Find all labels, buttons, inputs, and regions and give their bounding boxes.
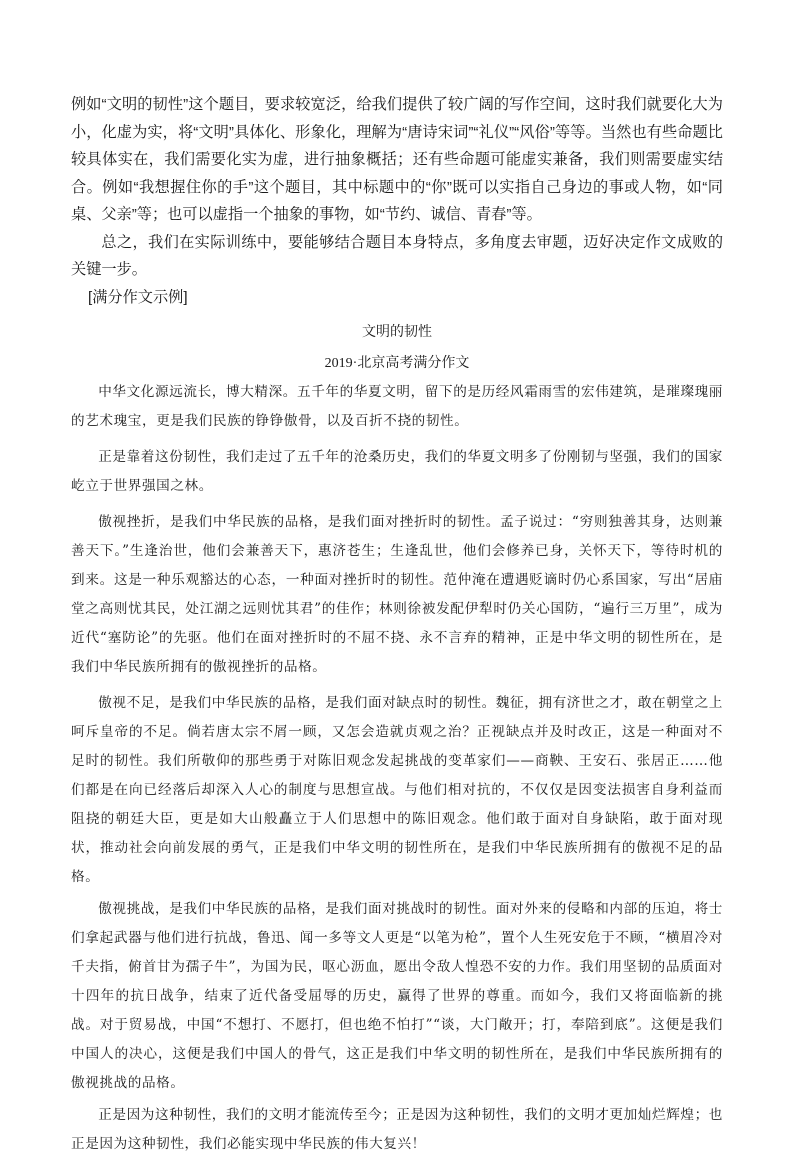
intro-paragraph: 总之，我们在实际训练中，要能够结合题目本身特点，多角度去审题，迈好决定作文成败的关键一步。 (71, 233, 723, 278)
example-tag: [满分作文示例] (88, 288, 188, 306)
essay-paragraph: 中华文化源远流长，博大精深。五千年的华夏文明，留下的是历经风霜雨雪的宏伟建筑，是璀璨瑰丽的艺术瑰宝，更是我们民族的铮铮傲骨，以及百折不挠的韧性。 (71, 384, 723, 429)
essay-paragraph: 正是因为这种韧性，我们的文明才能流传至今；正是因为这种韧性，我们的文明才更加灿烂辉煌；也正是因为这种韧性，我们必能实现中华民族的伟大复兴！ (71, 1107, 723, 1152)
essay-paragraph: 傲视挑战，是我们中华民族的品格，是我们面对挑战时的韧性。面对外来的侵略和内部的压迫，将士们拿起武器与他们进行抗战，鲁迅、闻一多等文人更是“以笔为枪”，置个人生死安危于不顾，“横眉冷对千夫指，俯首甘为孺子牛”，为国为民，呕心沥血，愿出令敌人惶恐不安的力作。我们用坚韧的品质面对十四年的抗日战争，结束了近代备受屈辱的历史，赢得了世界的尊重。而如今，我们又将面临新的挑战。对于贸易战，中国“不想打、不愿打，但也绝不怕打”“谈，大门敞开；打，奉陪到底”。这便是我们中国人的决心，这便是我们中国人的骨气，这正是我们中华文明的韧性所在，是我们中华民族所拥有的傲视挑战的品格。 (71, 901, 723, 1091)
essay-section (71, 316, 723, 1159)
essay-paragraph: 正是靠着这份韧性，我们走过了五千年的沧桑历史，我们的华夏文明多了份刚韧与坚强，我们的国家屹立于世界强国之林。 (71, 449, 723, 494)
document-page (71, 91, 723, 1159)
intro-section (71, 91, 723, 311)
intro-paragraph: 例如“文明的韧性”这个题目，要求较宽泛，给我们提供了较广阔的写作空间，这时我们就要化大为小，化虚为实，将“文明”具体化、形象化，理解为“唐诗宋词”“礼仪”“风俗”等等。当然也有些命题比较具体实在，我们需要化实为虚，进行抽象概括；还有些命题可能虚实兼备，我们则需要虚实结合。例如“我想握住你的手”这个题目，其中标题中的“你”既可以实指自己身边的事或人物，如“同桌、父亲”等；也可以虚指一个抽象的事物，如“节约、诚信、青春”等。 (71, 96, 723, 223)
essay-title: 文明的韧性 (362, 325, 432, 340)
essay-subtitle: 2019·北京高考满分作文 (324, 356, 470, 371)
essay-paragraph: 傲视挫折，是我们中华民族的品格，是我们面对挫折时的韧性。孟子说过：“穷则独善其身，达则兼善天下。”生逢治世，他们会兼善天下，惠济苍生；生逢乱世，他们会修养已身，关怀天下，等待时机的到来。这是一种乐观豁达的心态，一种面对挫折时的韧性。范仲淹在遭遇贬谪时仍心系国家，写出“居庙堂之高则忧其民，处江湖之远则忧其君”的佳作；林则徐被发配伊犁时仍关心国防，“遍行三万里”，成为近代“塞防论”的先驱。他们在面对挫折时的不屈不挠、永不言弃的精神，正是中华文明的韧性所在，是我们中华民族所拥有的傲视挫折的品格。 (71, 514, 723, 675)
essay-paragraph: 傲视不足，是我们中华民族的品格，是我们面对缺点时的韧性。魏征，拥有济世之才，敢在朝堂之上呵斥皇帝的不足。倘若唐太宗不屑一顾，又怎会造就贞观之治？正视缺点并及时改正，这是一种面对不足时的韧性。我们所敬仰的那些勇于对陈旧观念发起挑战的变革家们——商鞅、王安石、张居正……他们都是在向已经落后却深入人心的制度与思想宣战。与他们相对抗的，不仅仅是因变法损害自身利益而阻挠的朝廷大臣，更是如大山般矗立于人们思想中的陈旧观念。他们敢于面对自身缺陷，敢于面对现状，推动社会向前发展的勇气，正是我们中华文明的韧性所在，是我们中华民族所拥有的傲视不足的品格。 (71, 695, 723, 885)
